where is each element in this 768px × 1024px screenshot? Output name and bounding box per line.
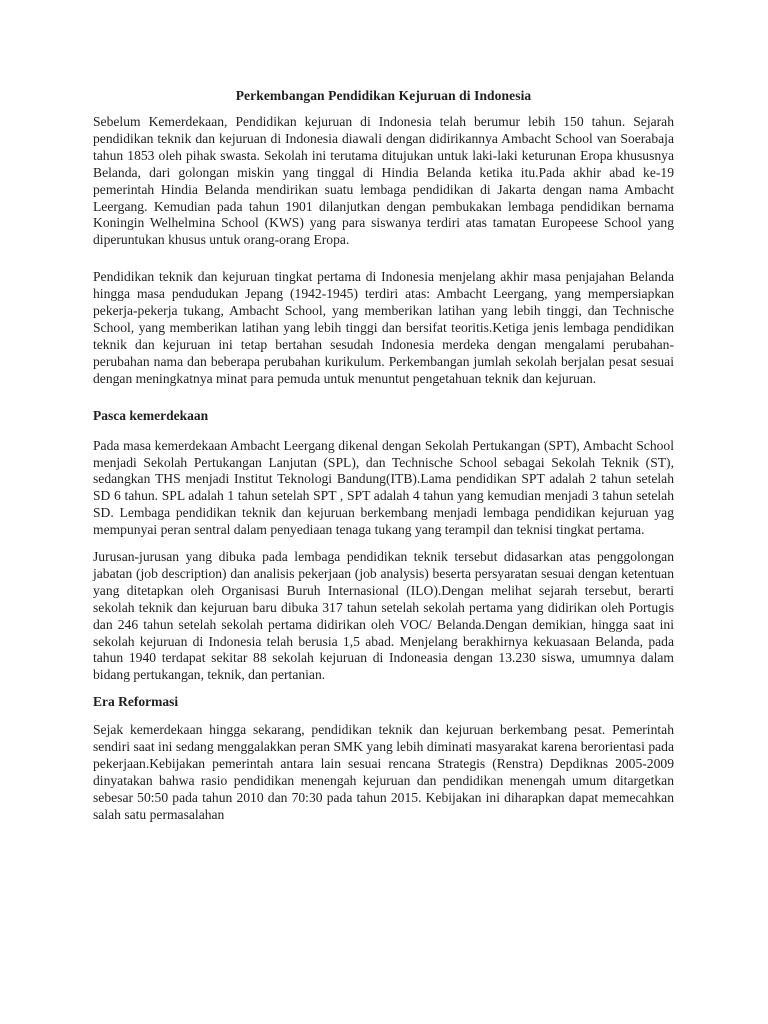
pasca-paragraph-2: Jurusan-jurusan yang dibuka pada lembaga pendidikan teknik tersebut didasarkan atas penggolongan jabatan (job description) dan analisis pekerjaan (job analysis) beserta persyaratan sesuai dengan ketentuan yang ditetapkan oleh Organisasi Buruh Internasional (ILO).Dengan melihat sejarah tersebut, berarti sekolah teknik dan kejuruan baru dibuka 317 tahun setelah sekolah pertama yang didirikan oleh Portugis dan 246 tahun setelah sekolah pertama didirikan oleh VOC/ Belanda.Dengan demikian, hingga saat ini sekolah kejuruan di Indonesia telah berusia 1,5 abad. Menjelang berakhirnya kekuasaan Belanda, pada tahun 1940 terdapat sekitar 88 sekolah kejuruan di Indoneasia dengan 13.230 siswa, umumnya dalam bidang pertukangan, teknik, dan pertanian.	[93, 549, 674, 683]
pasca-paragraph-1: Pada masa kemerdekaan Ambacht Leergang dikenal dengan Sekolah Pertukangan (SPT), Ambacht School menjadi Sekolah Pertukangan Lanjutan (SPL), dan Technische School sebagai Sekolah Teknik (ST), sedangkan THS menjadi Institut Teknologi Bandung(ITB).Lama pendidikan SPT adalah 2 tahun setelah SD 6 tahun. SPL adalah 1 tahun setelah SPT , SPT adalah 4 tahun yang kemudian menjadi 3 tahun setelah SD. Lembaga pendidikan teknik dan kejuruan berkembang menjadi lembaga pendidikan kejuruan yag mempunyai peran sentral dalam penyediaan tenaga tukang yang terampil dan teknisi tingkat pertama.	[93, 437, 674, 538]
section-heading-era-reformasi: Era Reformasi	[93, 694, 179, 710]
document-page	[93, 88, 674, 844]
section-heading-pasca-kemerdekaan: Pasca kemerdekaan	[93, 407, 209, 423]
document-title: Perkembangan Pendidikan Kejuruan di Indonesia	[235, 88, 532, 103]
era-paragraph-1: Sejak kemerdekaan hingga sekarang, pendidikan teknik dan kejuruan berkembang pesat. Pemerintah sendiri saat ini sedang menggalakkan peran SMK yang lebih diminati masyarakat karena berorientasi pada pekerjaan.Kebijakan pemerintah antara lain sesuai rencana Strategis (Renstra) Depdiknas 2005-2009 dinyatakan bahwa rasio pendidikan menengah kejuruan dan pendidikan menengah umum ditargetkan sebesar 50:50 pada tahun 2010 dan 70:30 pada tahun 2015. Kebijakan ini diharapkan dapat memecahkan salah satu permasalahan	[93, 722, 674, 822]
intro-paragraph-1: Sebelum Kemerdekaan, Pendidikan kejuruan di Indonesia telah berumur lebih 150 tahun. Sejarah pendidikan teknik dan kejuruan di Indonesia diawali dengan didirikannya Ambacht School van Soerabaja tahun 1853 oleh pihak swasta. Sekolah ini terutama ditujukan untuk laki-laki keturunan Eropa khususnya Belanda, dari golongan miskin yang tinggal di Hindia Belanda ketika itu.Pada akhir abad ke-19 pemerintah Hindia Belanda mendirikan suatu lembaga pendidikan di Jakarta dengan nama Ambacht Leergang. Kemudian pada tahun 1901 dilanjutkan dengan pembukakan lembaga pendidikan bernama Koningin Welhelmina School (KWS) yang para siswanya terdiri atas tamatan Europeese School yang diperuntukan khusus untuk orang-orang Eropa.	[93, 114, 674, 248]
intro-paragraph-2: Pendidikan teknik dan kejuruan tingkat pertama di Indonesia menjelang akhir masa penjajahan Belanda hingga masa pendudukan Jepang (1942-1945) terdiri atas: Ambacht Leergang, yang mempersiapkan pekerja-pekerja tukang, Ambacht School, yang memberikan latihan yang lebih tinggi, dan Technische School, yang memberikan latihan yang lebih tinggi dan bersifat teoritis.Ketiga jenis lembaga pendidikan teknik dan kejuruan ini tetap bertahan sesudah Indonesia merdeka dengan mengalami perubahan-perubahan nama dan beberapa perubahan kurikulum. Perkembangan jumlah sekolah berjalan pesat sesuai dengan meningkatnya minat para pemuda untuk menuntut pengetahuan teknik dan kejuruan.	[93, 269, 674, 386]
